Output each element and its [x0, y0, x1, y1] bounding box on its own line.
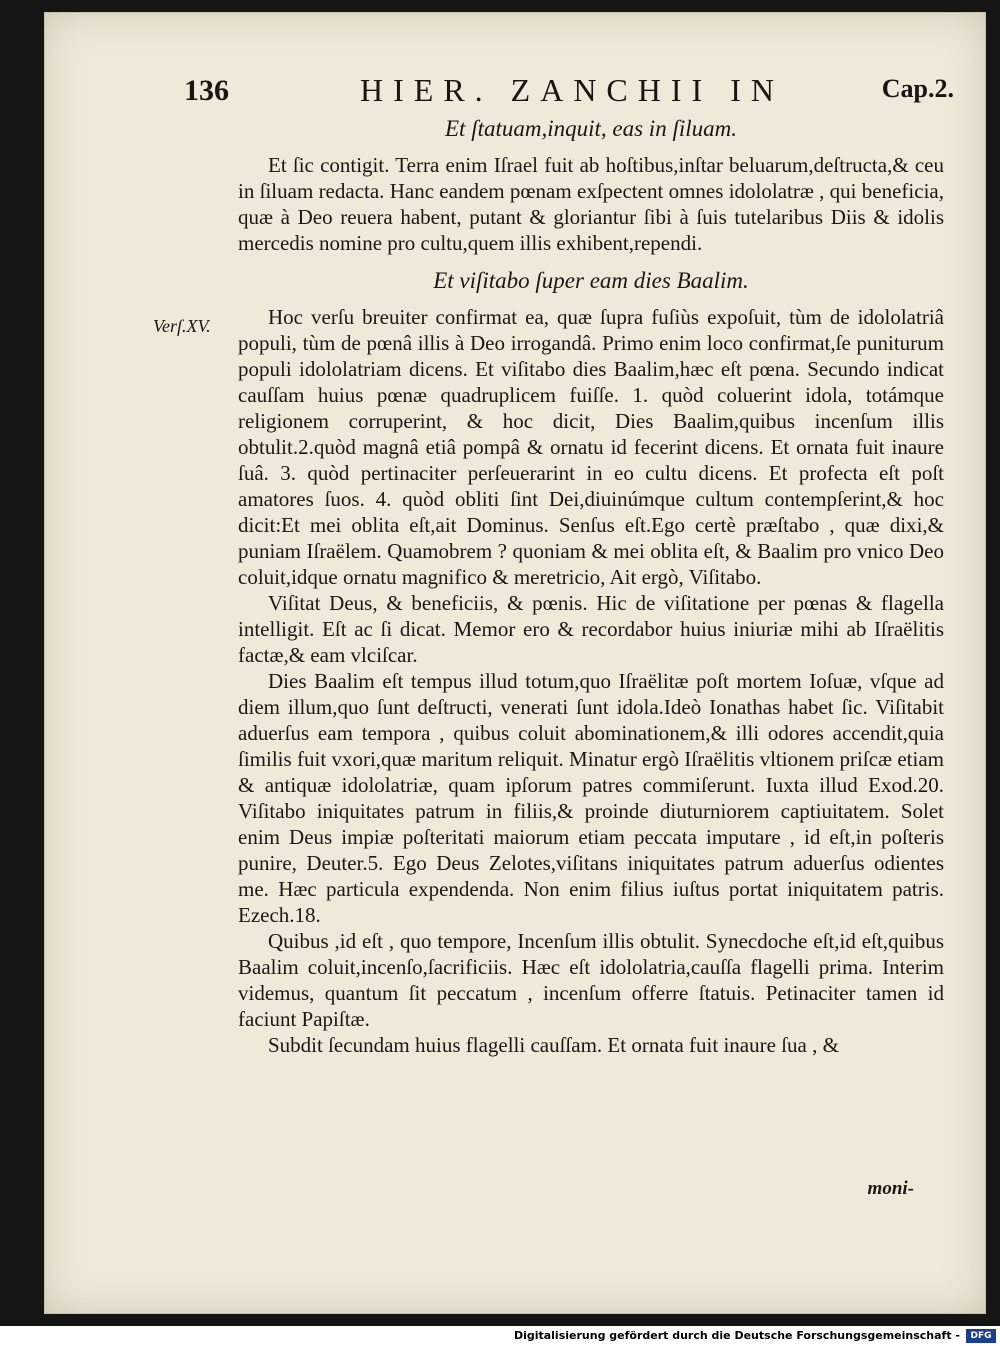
paragraph: Hoc verſu breuiter confirmat ea, quæ ſupra fuſiùs expoſuit, tùm de idololatriâ populi, tùm de pœnâ illis à Deo irrogandâ. Primo enim loco confirmat,ſe puniturum populi idololatriam dicens. Et viſitabo dies Baalim,hæc eſt pœna. Secundo indicat cauſſam huius pœnæ quadruplicem fuiſſe. 1. quòd coluerint idola, totámque religionem corruperint, & hoc dicit, Dies Baalim,quibus incenſum illis obtulit.2.quòd magnâ etiâ pompâ & ornatu id fecerint dicens. Et ornata fuit inaure ſuâ. 3. quòd pertinaciter perſeuerarint in eo cultu dicens. Et profecta eſt poſt amatores ſuos. 4. quòd obliti ſint Dei,diuinúmque cultum contempſerint,& hoc dicit:Et mei oblita eſt,ait Dominus. Senſus eſt.Ego certè præſtabo , quæ dixi,& puniam Iſraëlem. Quamobrem ? quoniam & mei oblita eſt, & Baalim pro vnico Deo coluit,idque ornatu magnifico & meretricio, Ait ergò, Viſitabo. — [238, 305, 944, 589]
chapter-label: Cap.2. — [881, 74, 954, 103]
running-header — [184, 62, 974, 112]
catchword: moni- — [867, 1178, 914, 1199]
paragraph: Dies Baalim eſt tempus illud totum,quo Iſraëlitæ poſt mortem Ioſuæ, vſque ad diem illum,quo ſunt deſtructi, venerati ſunt idola.Ideò Ionathas habet ſic. Viſitabit aduerſus eam tempora , quibus coluit abominationem,& illi odores accendit,quia ſimilis fuit vxori,quæ maritum reliquit. Minatur ergò Iſraëlitis vltionem priſcæ etiam & antiquæ idololatriæ, quam ipſorum patres commiſerunt. Iuxta illud Exod.20. Viſitabo iniquitates patrum in filiis,& proinde diuturniorem captiuitatem. Solet enim Deus impiæ poſteritati maiorum etiam peccata imputare , id eſt,in poſteris punire, Deuter.5. Ego Deus Zelotes,viſitans iniquitates patrum aduerſus odientes me. Hæc particula expendenda. Non enim filius iuſtus portat iniquitatem patris. Ezech.18. — [238, 669, 944, 927]
main-text-block — [238, 116, 944, 1058]
paragraph: Subdit ſecundam huius flagelli cauſſam. Et ornata fuit inaure ſua , & — [268, 1033, 839, 1057]
running-title: HIER. ZANCHII IN — [360, 72, 784, 108]
footer-credit: Digitalisierung gefördert durch die Deutsche Forschungsgemeinschaft - — [513, 1329, 960, 1342]
paragraph: Quibus ,id eſt , quo tempore, Incenſum illis obtulit. Synecdoche eſt,id eſt,quibus Baalim coluit,incenſo,ſacrificiis. Hæc eſt idololatria,cauſſa flagelli prima. Interim videmus, quantum ſit peccatum , incenſum offerre ſtatuis. Petinaciter tamen id faciunt Papiſtæ. — [238, 929, 944, 1031]
section-heading: Et ſtatuam,inquit, eas in ſiluam. — [445, 116, 737, 141]
dfg-logo: DFG — [966, 1329, 996, 1343]
paragraph: Et ſic contigit. Terra enim Iſrael fuit ab hoſtibus,inſtar beluarum,deſtructa,& ceu in ſiluam redacta. Hanc eandem pœnam exſpectent omnes idololatræ , qui beneficia, quæ à Deo reuera habent, putant & gloriantur ſibi à ſuis tutelaribus Diis & idolis mercedis nomine pro cultu,quem illis exhibent,rependi. — [238, 153, 944, 255]
section-heading: Et viſitabo ſuper eam dies Baalim. — [433, 268, 749, 293]
margin-verse-note: Verſ.XV. — [153, 316, 211, 336]
paragraph: Viſitat Deus, & beneficiis, & pœnis. Hic de viſitatione per pœnas & flagella intelligit. Eſt ac ſi dicat. Memor ero & recordabor huius iniuriæ mihi ab Iſraëlitis factæ,& eam vlciſcar. — [238, 591, 944, 667]
digitization-footer — [0, 1326, 1000, 1346]
page-number: 136 — [184, 74, 229, 107]
